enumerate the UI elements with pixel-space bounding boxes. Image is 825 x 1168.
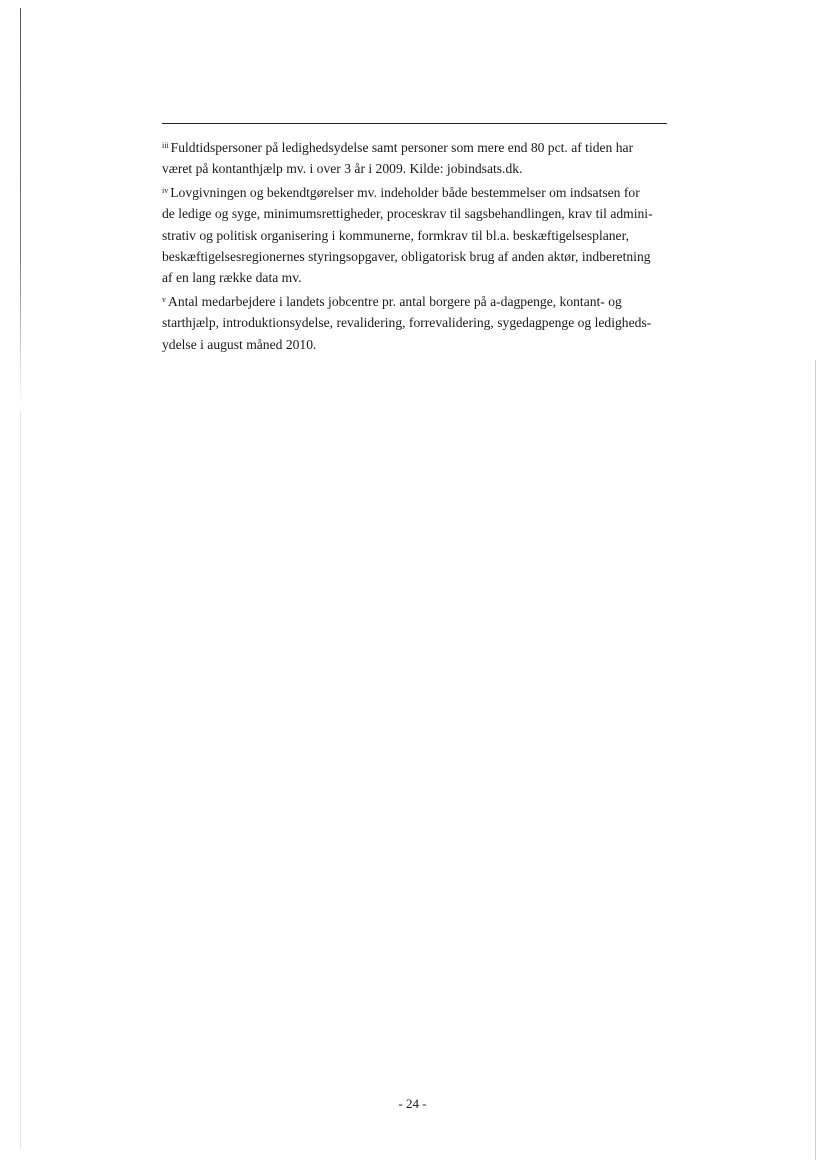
scan-edge-left-faint (20, 410, 21, 1150)
footnote-marker: iv (162, 185, 169, 195)
footnote-iv (162, 180, 662, 289)
scan-edge-left (20, 8, 21, 408)
footnote-line: beskæftigelsesregionernes styringsopgaver, obligatorisk brug af anden aktør, indberetning (162, 249, 651, 265)
footnote-line: Fuldtidspersoner på ledighedsydelse samt personer som mere end 80 pct. af tiden har (170, 140, 634, 155)
footnote-line: af en lang række data mv. (162, 270, 302, 286)
footnote-line: de ledige og syge, minimumsrettigheder, proceskrav til sagsbehandlingen, krav til admini- (162, 206, 653, 222)
footnote-line: ydelse i august måned 2010. (162, 336, 317, 352)
footnote-line: Antal medarbejdere i landets jobcentre pr. antal borgere på a-dagpenge, kontant- og (168, 293, 622, 309)
footnote-marker: v (162, 294, 166, 304)
footnote-line: strativ og politisk organisering i kommunerne, formkrav til bl.a. beskæftigelsesplaner, (162, 227, 629, 243)
footnote-iii (162, 135, 662, 180)
footnotes (162, 135, 662, 355)
footnote-line: været på kontanthjælp mv. i over 3 år i 2009. Kilde: jobindsats.dk. (162, 161, 523, 177)
scan-edge-right (815, 360, 816, 1160)
footnote-line: starthjælp, introduktionsydelse, revalidering, forrevalidering, sygedagpenge og ledigheds- (162, 315, 652, 331)
footnote-separator (162, 123, 667, 124)
page-number: - 24 - (398, 1096, 427, 1111)
footnote-line: Lovgivningen og bekendtgørelser mv. indeholder både bestemmelser om indsatsen for (170, 184, 640, 200)
footnote-v (162, 289, 662, 355)
footnote-marker: iii (162, 141, 169, 150)
